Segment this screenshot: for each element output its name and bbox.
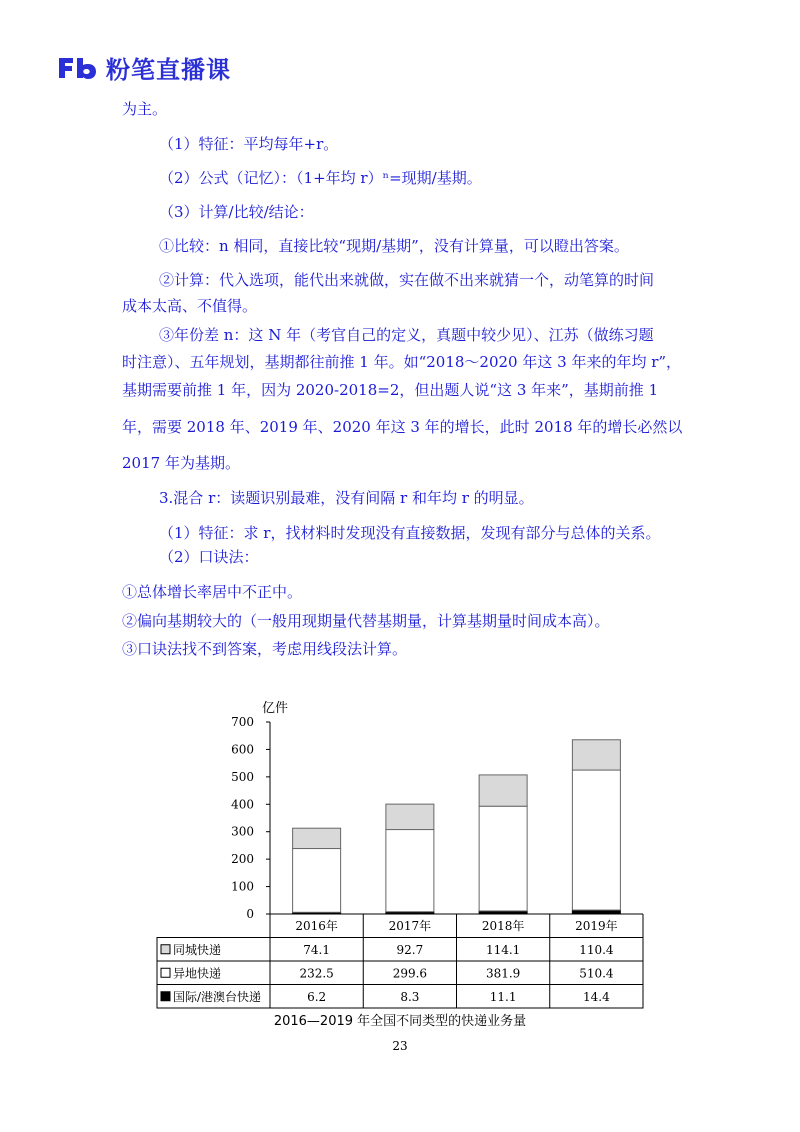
data-label: 6.2 (307, 989, 327, 1004)
data-label: 8.3 (400, 989, 420, 1004)
page-number: 23 (392, 1039, 408, 1053)
text-line: ①总体增长率居中不正中。 (122, 583, 303, 601)
bar-segment (293, 828, 341, 848)
y-tick-label: 600 (231, 742, 254, 757)
legend-label: 国际/港澳台快递 (173, 989, 262, 1004)
data-label: 114.1 (485, 942, 521, 957)
x-tick-label: 2019年 (575, 919, 618, 933)
legend-swatch (161, 968, 170, 977)
legend-swatch (161, 992, 170, 1001)
chart-caption: 2016—2019 年全国不同类型的快递业务量 (273, 1014, 527, 1029)
text-line: 成本太高、不值得。 (122, 297, 258, 315)
data-label: 92.7 (396, 942, 424, 957)
x-tick-label: 2017年 (388, 919, 432, 933)
text-line: （1）特征：求 r，找材料时发现没有直接数据，发现有部分与总体的关系。 (159, 524, 661, 542)
legend-swatch (161, 945, 170, 954)
data-label: 232.5 (299, 966, 334, 981)
text-line: （2）口诀法： (159, 548, 259, 566)
bar-segment (479, 775, 527, 806)
y-tick-label: 300 (231, 824, 254, 839)
text-line: （2）公式（记忆）：（1+年均 r）ⁿ=现期/基期。 (159, 169, 482, 187)
data-label: 299.6 (392, 966, 428, 981)
text-line: 基期需要前推 1 年，因为 2020-2018=2，但出题人说“这 3 年来”，基期前推 1 (122, 381, 659, 399)
data-label: 11.1 (489, 989, 517, 1004)
data-label: 14.4 (583, 989, 610, 1004)
data-label: 381.9 (485, 966, 521, 981)
text-line: 为主。 (122, 100, 168, 118)
y-tick-label: 500 (231, 769, 254, 784)
text-line: 时注意）、五年规划，基期都往前推 1 年。如“2018～2020 年这 3 年来的年均 r”， (122, 353, 682, 371)
bar-segment (572, 740, 620, 770)
text-line: ②计算：代入选项，能代出来就做，实在做不出来就猜一个，动笔算的时间 (159, 271, 655, 289)
data-label: 74.1 (303, 942, 330, 957)
data-label: 510.4 (579, 966, 614, 981)
y-tick-label: 0 (246, 907, 254, 921)
data-label: 110.4 (579, 942, 614, 957)
text-line: ③口诀法找不到答案，考虑用线段法计算。 (122, 640, 408, 658)
bar-segment (572, 910, 620, 914)
text-line: （1）特征：平均每年+r。 (159, 135, 339, 153)
text-line: ③年份差 n：这 N 年（考官自己的定义，真题中较少见）、江苏（做练习题 (159, 326, 654, 344)
bar-segment (479, 806, 527, 911)
text-line: （3）计算/比较/结论： (159, 203, 314, 221)
legend-label: 异地快递 (173, 966, 222, 981)
x-tick-label: 2018年 (481, 919, 525, 933)
text-line: ②偏向基期较大的（一般用现期量代替基期量，计算基期量时间成本高）。 (122, 612, 610, 630)
y-tick-label: 200 (231, 852, 254, 867)
legend-label: 同城快递 (173, 942, 222, 957)
y-tick-label: 400 (231, 797, 254, 812)
x-tick-label: 2016年 (295, 919, 338, 933)
y-axis-label: 亿件 (262, 701, 289, 716)
text-line: 3.混合 r：读题识别最难，没有间隔 r 和年均 r 的明显。 (159, 489, 534, 507)
text-line: 年，需要 2018 年、2019 年、2020 年这 3 年的增长，此时 2018 年的增长必然以 (122, 418, 683, 436)
bar-segment (293, 849, 341, 913)
y-tick-label: 700 (231, 715, 254, 729)
bar-segment (386, 804, 434, 829)
y-tick-label: 100 (231, 879, 254, 894)
text-line: 2017 年为基期。 (122, 454, 240, 472)
text-line: ①比较：n 相同，直接比较“现期/基期”，没有计算量，可以瞪出答案。 (159, 237, 629, 255)
bar-segment (386, 830, 434, 912)
bar-segment (572, 770, 620, 910)
logo-text: 粉笔直播课 (106, 56, 231, 84)
